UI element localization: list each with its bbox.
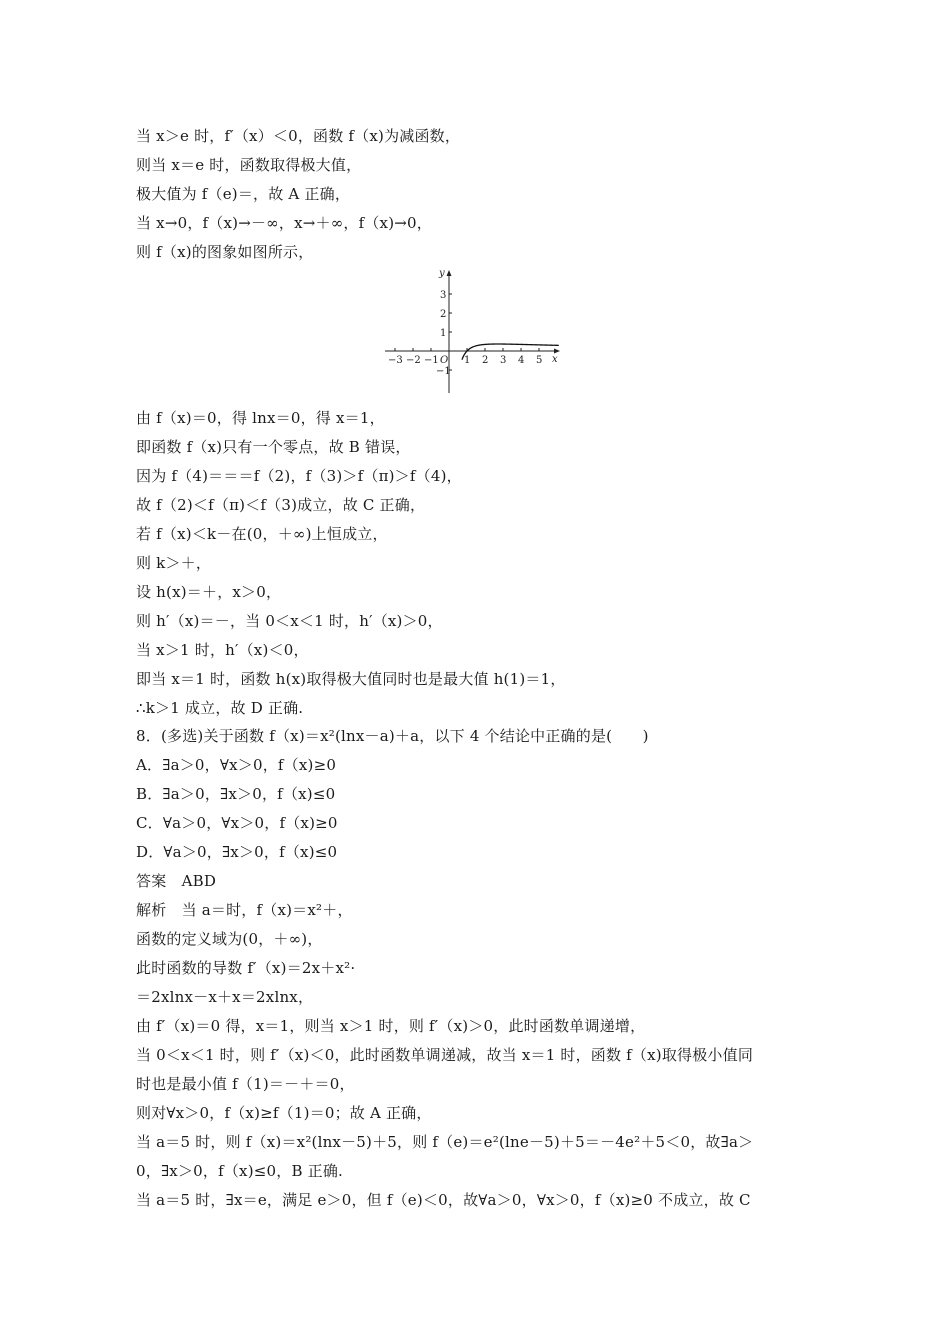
text-line: 则当 x＝e 时，函数取得极大值， (136, 156, 362, 174)
text-line: 当 a＝5 时，∃x＝e，满足 e＞0，但 f（e)＜0，故∀a＞0，∀x＞0，f（x)≥0 不成立，故 C (136, 1190, 751, 1209)
text-line: 此时函数的导数 f′（x)＝2x＋x²· (136, 959, 356, 978)
text-line: 当 x→0，f（x)→－∞，x→＋∞，f（x)→0， (136, 214, 432, 232)
text-line: ∴k＞1 成立，故 D 正确. (136, 698, 304, 717)
y-axis-arrow (447, 270, 452, 276)
text-line: 则 h′（x)＝－，当 0＜x＜1 时，h′（x)＞0， (136, 611, 443, 630)
y-tick-label: 1 (440, 328, 447, 339)
x-tick-label: 1 (464, 355, 471, 366)
text-line: 当 a＝5 时，则 f（x)＝x²(lnx－5)＋5，则 f（e)＝e²(lne－5)＋5＝－4e²＋5＜0，故∃a＞ (136, 1132, 754, 1151)
x-tick-label: 5 (536, 355, 543, 366)
text-line: B．∃a＞0，∃x＞0，f（x)≤0 (136, 785, 336, 804)
x-axis-arrow (554, 349, 560, 354)
text-line: 8．(多选)关于函数 f（x)＝x²(lnx－a)＋a，以下 4 个结论中正确的是( ) (136, 727, 649, 746)
y-axis-label: y (439, 268, 445, 279)
function-graph (380, 265, 570, 397)
text-line: ＝2xlnx－x＋x＝2xlnx， (136, 988, 314, 1006)
text-line: 函数的定义域为(0，＋∞)， (136, 930, 323, 949)
text-line: 即函数 f（x)只有一个零点，故 B 错误， (136, 437, 411, 456)
text-line: 则 f（x)的图象如图所示， (136, 243, 314, 261)
x-tick-label: 4 (518, 355, 525, 366)
text-line: 极大值为 f（e)＝，故 A 正确， (136, 185, 351, 203)
text-line: 当 0＜x＜1 时，则 f′（x)＜0，此时函数单调递减，故当 x＝1 时，函数 f（x)取得极小值同 (136, 1045, 754, 1064)
text-line: C．∀a＞0，∀x＞0，f（x)≥0 (136, 814, 338, 833)
function-curve (462, 344, 559, 360)
text-line: 则 k＞＋， (136, 553, 212, 572)
text-line: 当 x＞e 时，f′（x）＜0，函数 f（x)为减函数， (136, 127, 461, 145)
x-tick-label: 3 (500, 355, 507, 366)
text-line: 则对∀x＞0，f（x)≥f（1)＝0；故 A 正确， (136, 1103, 432, 1122)
origin-label: O (440, 355, 449, 366)
text-line: 设 h(x)＝＋，x＞0， (136, 582, 282, 601)
text-line: 若 f（x)＜k－在(0，＋∞)上恒成立， (136, 524, 388, 543)
x-tick-label: −1 (424, 355, 439, 366)
text-line: 0，∃x＞0，f（x)≤0，B 正确. (136, 1161, 344, 1180)
x-tick-label: 2 (482, 355, 489, 366)
text-line: 时也是最小值 f（1)＝－＋＝0， (136, 1074, 355, 1093)
text-line: 因为 f（4)＝＝＝f（2)，f（3)＞f（π)＞f（4)， (136, 466, 462, 485)
text-line: A．∃a＞0，∀x＞0，f（x)≥0 (136, 756, 337, 775)
x-tick-label: −3 (388, 355, 403, 366)
text-line: 答案 ABD (136, 872, 217, 891)
text-line: 即当 x＝1 时，函数 h(x)取得极大值同时也是最大值 h(1)＝1， (136, 669, 566, 688)
y-tick-label: 3 (440, 290, 447, 301)
x-axis-label: x (552, 354, 558, 365)
text-line: 故 f（2)＜f（π)＜f（3)成立，故 C 正确， (136, 495, 426, 514)
text-line: D．∀a＞0，∃x＞0，f（x)≤0 (136, 843, 338, 862)
y-tick-label: 2 (440, 309, 447, 320)
text-line: 由 f（x)＝0，得 lnx＝0，得 x＝1， (136, 409, 385, 427)
text-line: 当 x＞1 时，h′（x)＜0， (136, 640, 309, 659)
x-tick-label: −2 (406, 355, 421, 366)
y-tick-label: −1 (436, 366, 451, 377)
text-line: 解析 当 a＝时，f（x)＝x²＋， (136, 901, 353, 920)
text-line: 由 f′（x)＝0 得，x＝1，则当 x＞1 时，则 f′（x)＞0，此时函数单调递增， (136, 1016, 646, 1035)
